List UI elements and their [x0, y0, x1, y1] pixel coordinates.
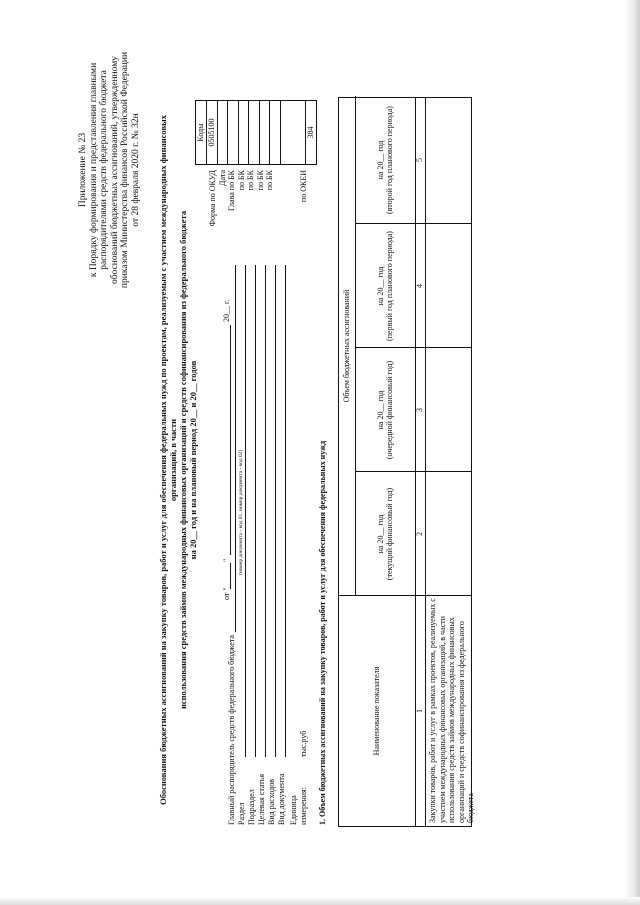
code-value: 384: [305, 126, 315, 139]
codes-header: Коды: [196, 101, 207, 164]
field-row: [256, 265, 266, 825]
appendix-block: [78, 35, 142, 305]
title-line: Обоснования бюджетных ассигнований на закупку товаров, работ и услуг для обеспечения федеральных нужд по проектам, реализуемым с участием международных финансовых организаций, в части: [158, 115, 178, 805]
row-text-line: организаций и средств софинансирования из федерального бюджета: [456, 621, 475, 823]
col-header-year-4: [355, 96, 415, 224]
form-fields: [226, 265, 308, 825]
date-caption: (номер документа - код 01, номер документа - код 02): [238, 449, 244, 575]
unit-label: Единица измерения:: [289, 787, 308, 825]
codes-label: Дата: [217, 170, 227, 186]
codes-label: по БК: [246, 170, 255, 191]
field-row: [276, 265, 286, 825]
appendix-line: приказом Министерства финансов Российской Федерации: [120, 51, 131, 289]
codes-labels: [198, 170, 308, 250]
field-row: [266, 265, 276, 825]
codes-label: по БК: [236, 170, 246, 191]
year-caption: (очередной финансовый год): [385, 360, 394, 460]
code-value: [218, 101, 229, 164]
date-quote: ": [222, 558, 231, 562]
col-number: 3: [415, 408, 425, 412]
appendix-line: к Порядку формирования и представления главными: [88, 62, 99, 278]
col-number: 4: [415, 284, 425, 288]
table-row-indicator: [428, 597, 476, 823]
col-group-header: Объем бюджетных ассигнований: [342, 289, 352, 403]
codes-label: по БК: [265, 170, 274, 191]
unit-row: [286, 265, 308, 825]
date-prefix: от ": [222, 587, 231, 600]
codes-label: [275, 170, 299, 250]
appendix-line: от 28 февраля 2020 г. № 32н: [130, 113, 141, 227]
col-header-year-1: [355, 472, 415, 596]
year-label: на 20__ год: [375, 390, 385, 430]
budget-table: [338, 97, 475, 827]
title-line: на 20__ год и на плановый период 20__ и 20__ годов: [188, 360, 198, 560]
year-label: на 20__ год: [375, 514, 385, 554]
appendix-number: Приложение № 23: [78, 132, 88, 208]
field-label: Подраздел: [246, 789, 256, 825]
col-header-year-2: [355, 348, 415, 472]
code-value: [260, 101, 271, 164]
year-caption: (второй год планового периода): [385, 106, 394, 214]
row-text-line: использования средств займов международных финансовых: [447, 617, 456, 823]
codes-label: по БК: [255, 170, 265, 191]
year-caption: (текущий финансовый год): [385, 487, 394, 581]
field-label: Главный распорядитель средств федерального бюджета: [226, 635, 236, 825]
field-input-line: [235, 265, 236, 632]
codes-box: [195, 100, 317, 165]
code-value: [249, 101, 260, 164]
title-line: использования средств займов международных финансовых организаций и средств софинансирования из федерального бюджета: [178, 210, 188, 710]
row-text-line: участием международных финансовых организаций, в части: [437, 616, 447, 823]
appendix-line: обоснований бюджетных ассигнований, утвержденному: [109, 56, 120, 284]
codes-label: Форма по ОКУД: [208, 170, 217, 227]
code-value: [228, 101, 239, 164]
row-text-line: Закупки товаров, работ и услуг в рамках проектов, реализуемых с: [428, 598, 437, 823]
col-number: 2: [415, 532, 425, 536]
field-row: [236, 265, 246, 825]
col-header-indicator: Наименование показателя: [372, 666, 382, 756]
field-label: Вид расходов: [266, 779, 276, 825]
appendix-line: распорядителями средств федерального бюджета: [99, 70, 110, 270]
codes-label: Глава по БК: [227, 170, 236, 211]
code-value: [239, 101, 250, 164]
col-header-year-3: [355, 224, 415, 348]
field-input-line: [245, 265, 246, 757]
field-input-line: [255, 265, 256, 757]
scan-edge-shadow: [0, 897, 640, 905]
code-value: [270, 101, 281, 164]
year-caption: (первый год планового периода): [385, 231, 394, 341]
codes-label: по ОКЕИ: [298, 170, 308, 203]
field-row: [246, 265, 256, 825]
section-heading: 1. Объем бюджетных ассигнований на закупку товаров, работ и услуг для обеспечения федеральных нужд: [318, 440, 327, 825]
col-number: 5: [415, 158, 425, 162]
field-input-line: [265, 265, 266, 757]
field-input-line: [285, 265, 286, 757]
date-year: 20__ г.: [222, 299, 231, 322]
code-value: 0505100: [207, 101, 218, 164]
code-value: [281, 101, 306, 164]
field-input-line: [275, 265, 276, 757]
year-label: на 20__ год: [375, 266, 385, 306]
col-number: 1: [415, 709, 425, 713]
field-label: Раздел: [236, 802, 246, 825]
field-label: Целевая статья: [256, 773, 266, 825]
field-row: [226, 265, 236, 825]
document-title: [158, 95, 198, 825]
unit-value: тыс.руб: [298, 730, 308, 757]
year-label: на 20__ год: [375, 140, 385, 180]
field-label: Вид документа: [276, 773, 286, 825]
scan-edge-shadow: [624, 0, 640, 905]
